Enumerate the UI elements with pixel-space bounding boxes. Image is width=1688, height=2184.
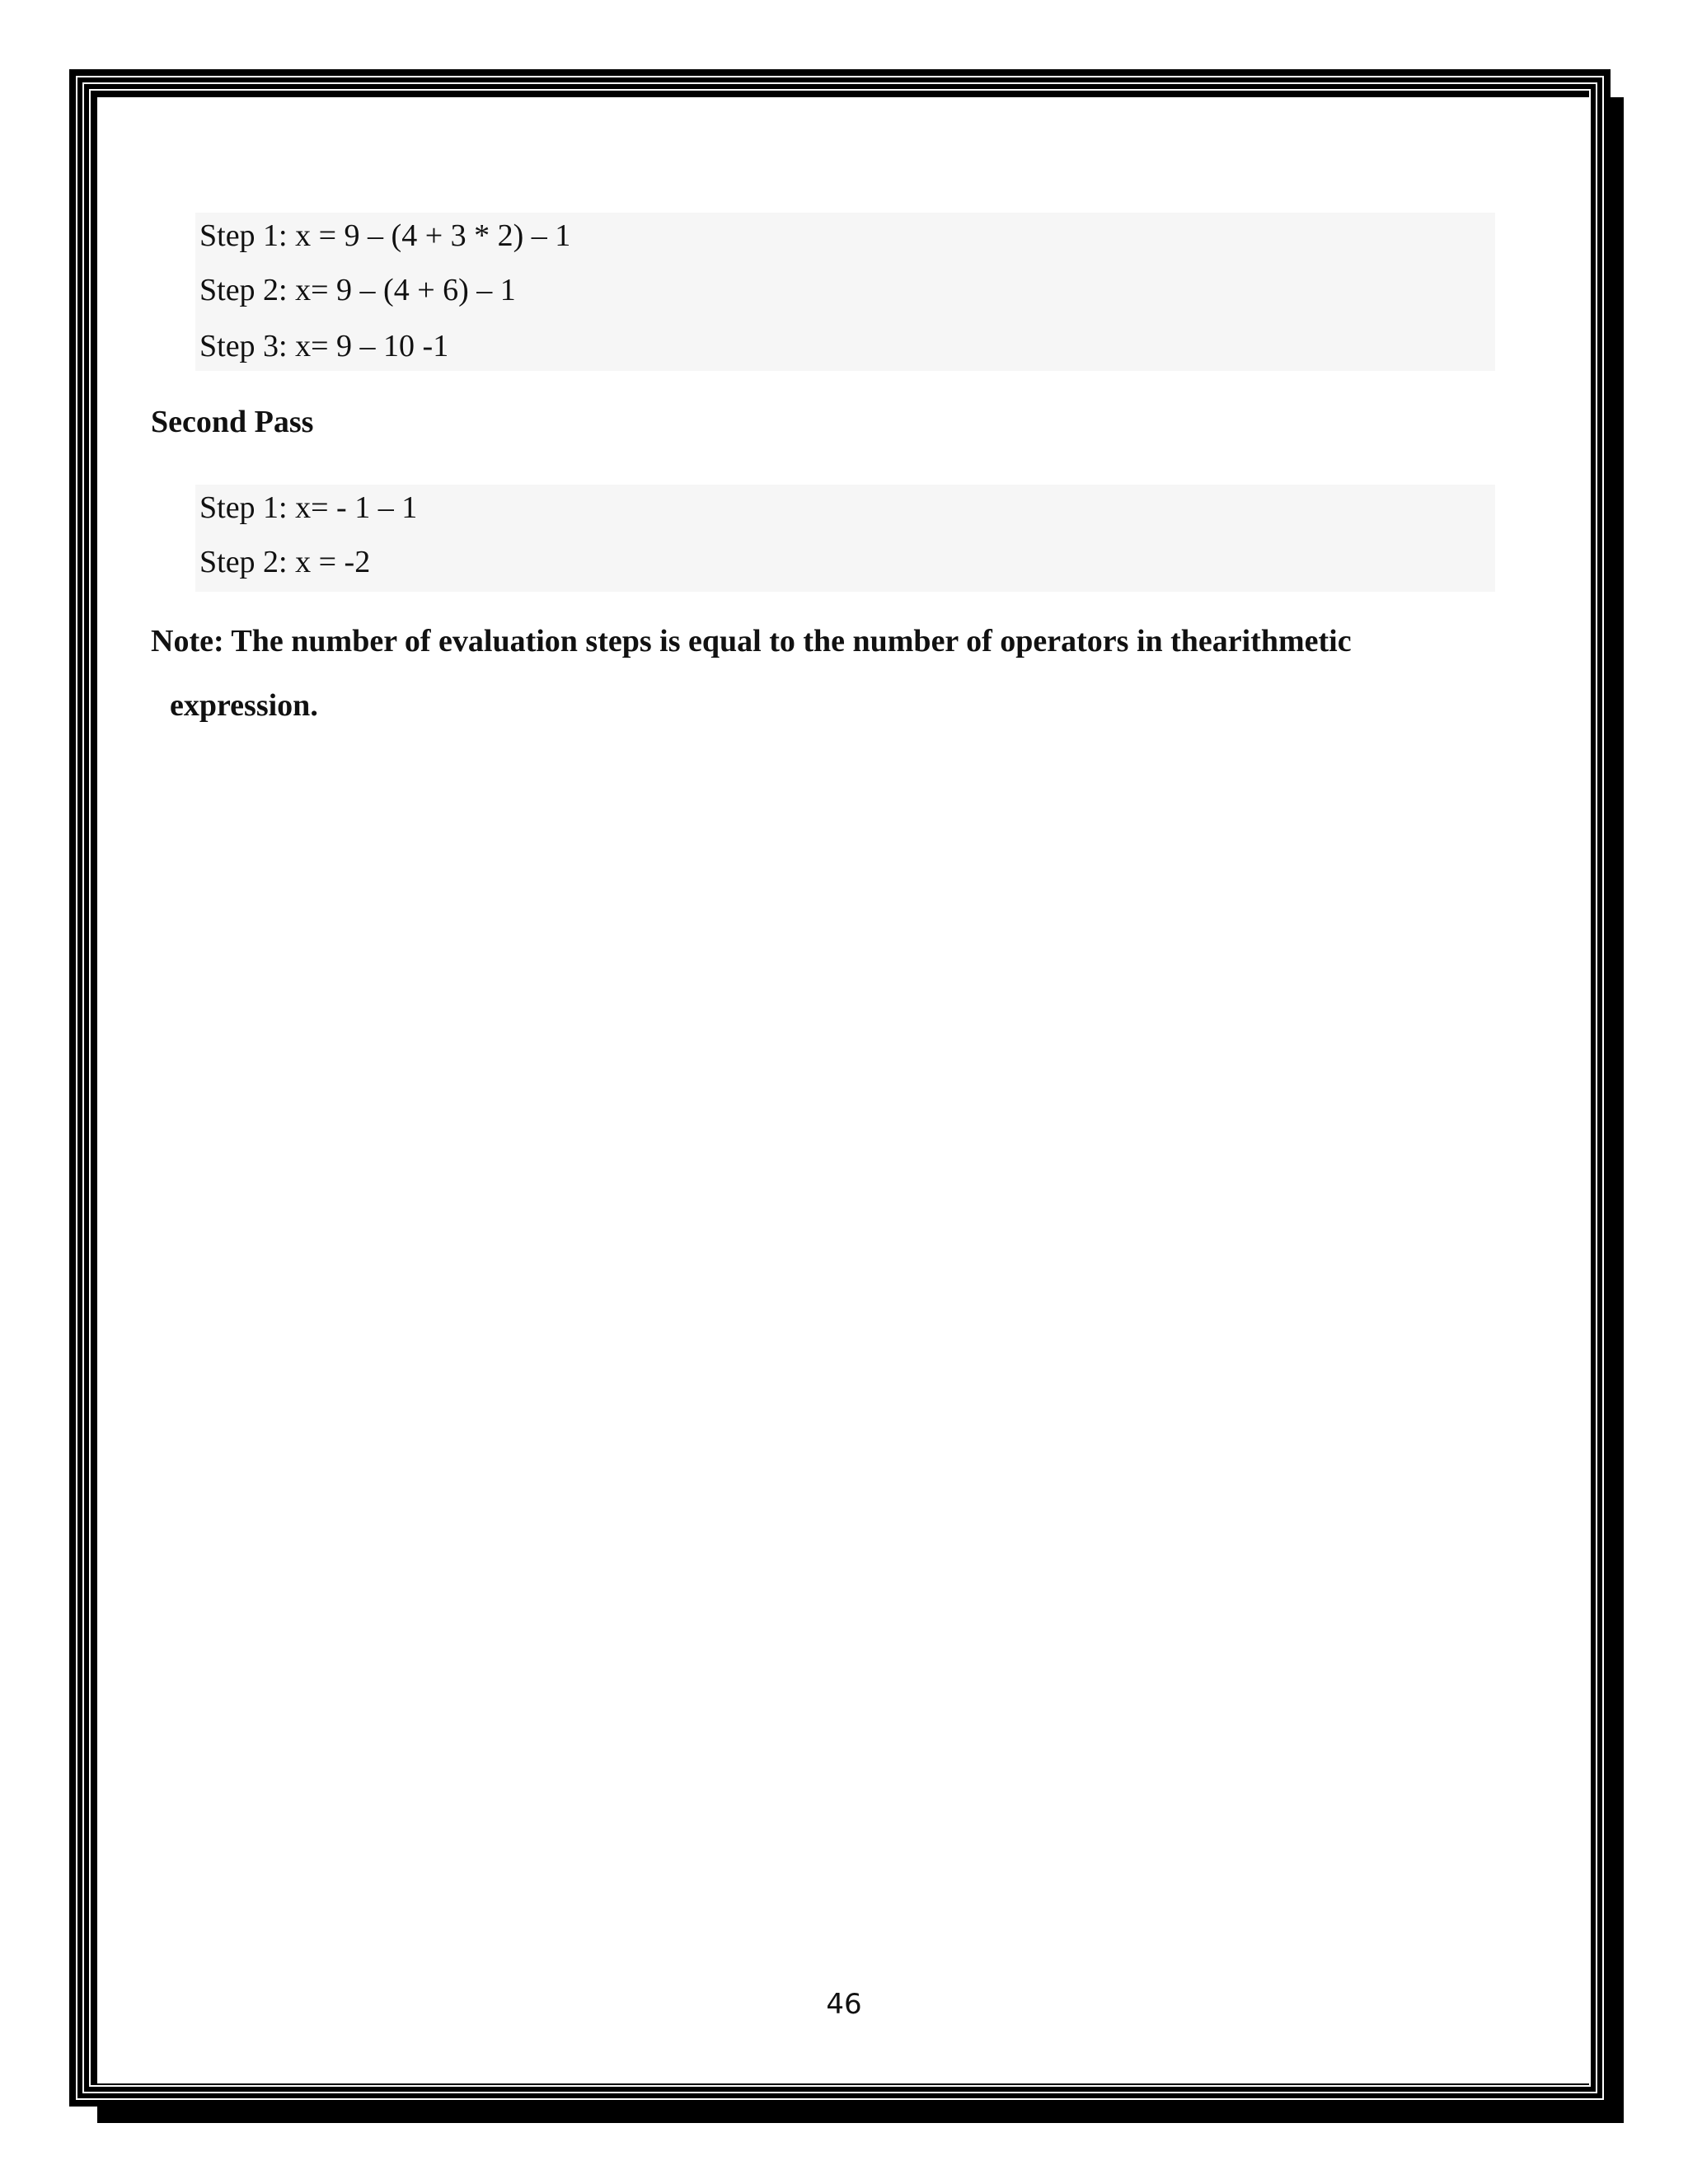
first-pass-step-3: Step 3: x= 9 – 10 -1 bbox=[199, 329, 449, 363]
first-pass-step-2: Step 2: x= 9 – (4 + 6) – 1 bbox=[199, 273, 516, 307]
page-number: 46 bbox=[826, 1988, 862, 2021]
note-line-1: Note: The number of evaluation steps is equal to the number of operators in thearithmetic bbox=[151, 624, 1352, 658]
note-line-2: expression. bbox=[170, 688, 318, 723]
second-pass-step-2: Step 2: x = -2 bbox=[199, 545, 371, 579]
first-pass-steps-block bbox=[195, 213, 1495, 371]
second-pass-heading: Second Pass bbox=[151, 405, 314, 439]
second-pass-step-1: Step 1: x= - 1 – 1 bbox=[199, 490, 418, 525]
second-pass-steps-block bbox=[195, 485, 1495, 592]
first-pass-step-1: Step 1: x = 9 – (4 + 3 * 2) – 1 bbox=[199, 218, 571, 253]
